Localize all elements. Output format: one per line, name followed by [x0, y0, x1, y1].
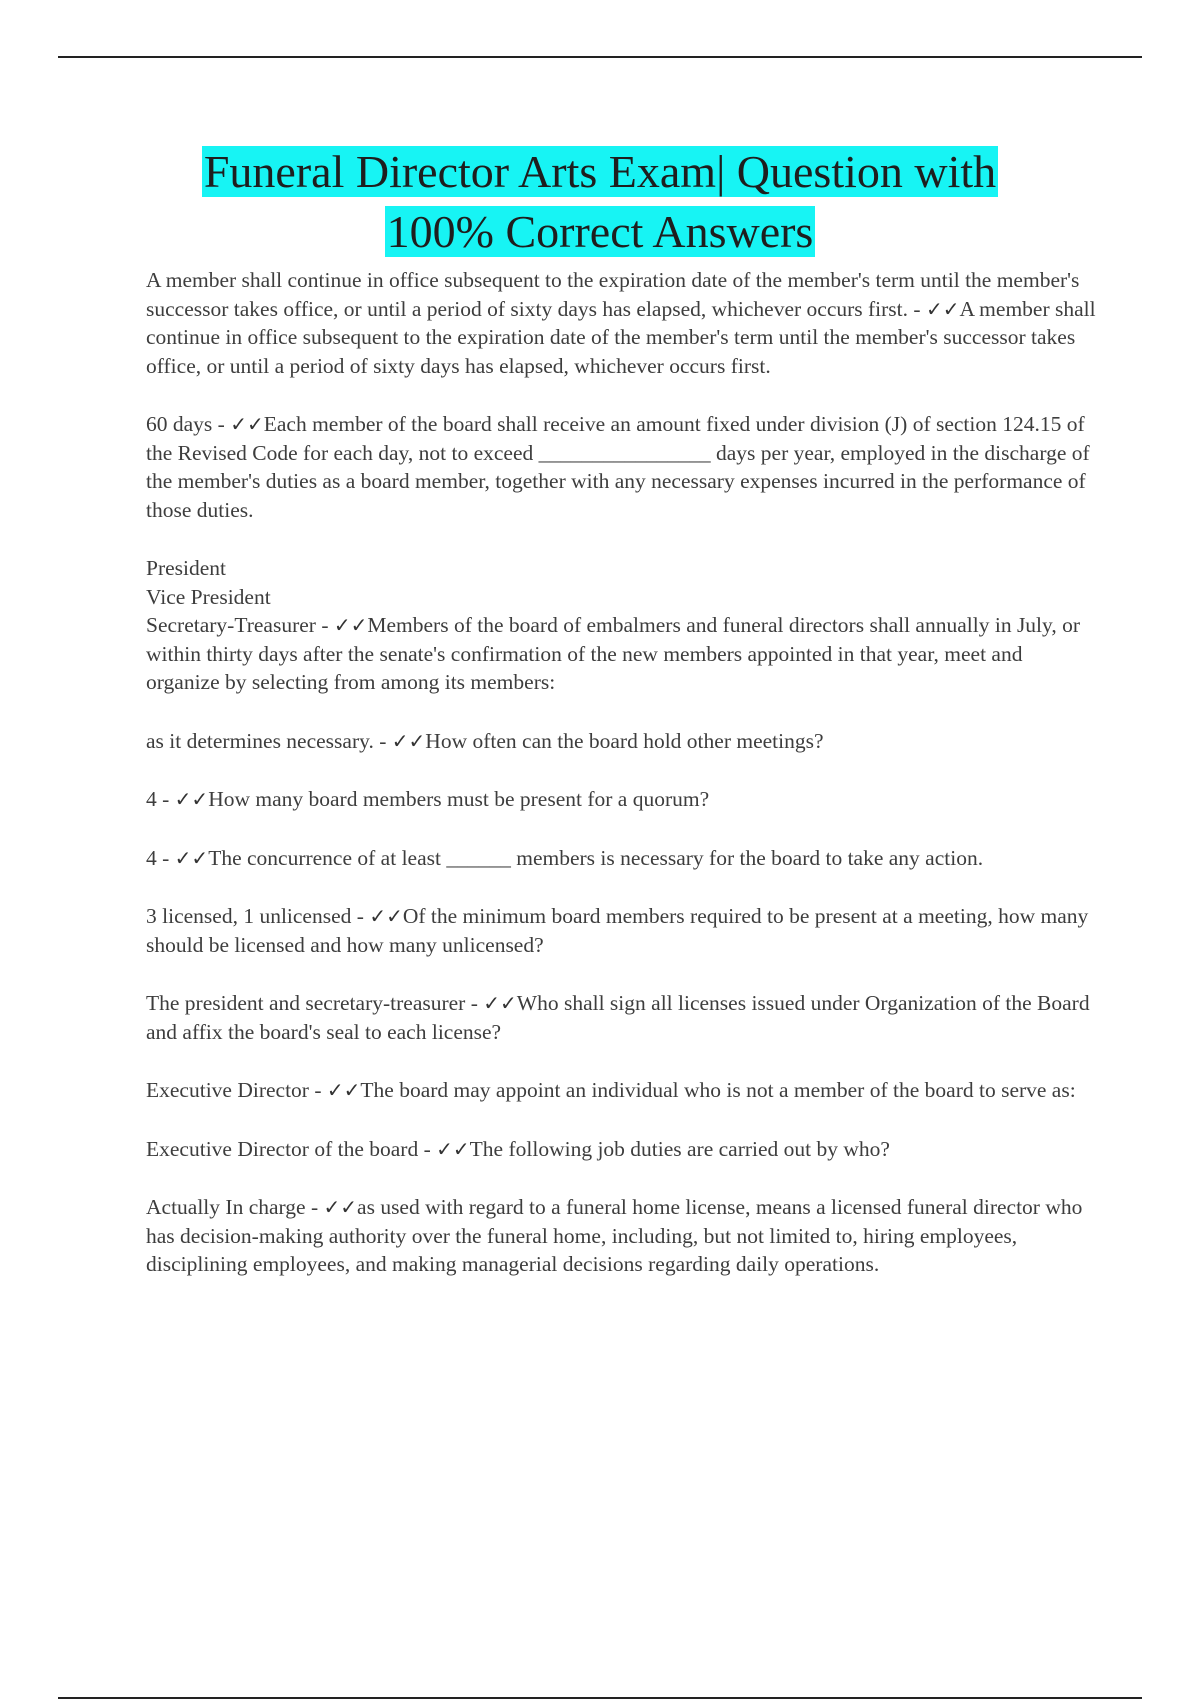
footer-rule: [58, 1697, 1142, 1699]
double-check-icon: ✓✓: [230, 412, 264, 436]
qa-question: Who shall sign all licenses issued under Organization of the Board and affix the board's seal to each license?: [146, 991, 1090, 1044]
qa-question: A member shall continue in office subsequent to the expiration date of the member's term until the member's successor takes office, or until a period of sixty days has elapsed, whichever occurs first.: [146, 296, 1096, 378]
qa-answer: 4: [146, 787, 157, 811]
qa-entry-8: The president and secretary-treasurer - ✓✓Who shall sign all licenses issued under Organization of the Board and affix the board's seal to each license?: [146, 991, 1090, 1044]
qa-answer-line: President: [146, 556, 227, 580]
title-line-2: 100% Correct Answers: [386, 206, 814, 257]
double-check-icon: ✓✓: [483, 991, 517, 1015]
qa-question: Of the minimum board members required to be present at a meeting, how many should be licensed and how many unlicensed?: [146, 904, 1089, 957]
qa-entry-9: Executive Director - ✓✓The board may appoint an individual who is not a member of the board to serve as:: [146, 1078, 1076, 1102]
double-check-icon: ✓✓: [326, 1078, 361, 1102]
qa-answer-line: Vice President: [146, 584, 271, 609]
qa-entry-6: 4 - ✓✓The concurrence of at least ______ members is necessary for the board to take any action.: [146, 845, 984, 870]
qa-question: The board may appoint an individual who is not a member of the board to serve as:: [360, 1078, 1076, 1102]
qa-entry-10: Executive Director of the board - ✓✓The following job duties are carried out by who?: [146, 1136, 890, 1161]
qa-answer: Executive Director of the board: [146, 1136, 419, 1161]
qa-entry-2: 60 days - ✓✓Each member of the board shall receive an amount fixed under division (J) of section 124.15 of the Revised Code for each day, not to exceed ________________ days per year, employed in the discharge of the member's duties as a board member, together with any necessary expenses incurred in the performance of those duties.: [146, 412, 1090, 522]
qa-question: How many board members must be present for a quorum?: [208, 787, 710, 811]
double-check-icon: ✓✓: [369, 904, 403, 928]
qa-answer: The president and secretary-treasurer: [146, 991, 466, 1015]
qa-entry-4: as it determines necessary. - ✓✓How often can the board hold other meetings?: [146, 728, 824, 753]
double-check-icon: ✓✓: [436, 1136, 470, 1161]
qa-entry-7: 3 licensed, 1 unlicensed - ✓✓Of the minimum board members required to be present at a meeting, how many should be licensed and how many unlicensed?: [146, 904, 1089, 957]
qa-entry-5: 4 - ✓✓How many board members must be present for a quorum?: [146, 787, 710, 811]
qa-answer: 4: [146, 845, 157, 870]
double-check-icon: ✓✓: [333, 613, 368, 637]
qa-answer: 3 licensed, 1 unlicensed: [146, 904, 352, 928]
double-check-icon: ✓✓: [323, 1195, 358, 1219]
qa-question: The following job duties are carried out by who?: [469, 1136, 890, 1161]
qa-answer: Secretary-Treasurer: [146, 613, 316, 637]
qa-list: [146, 266, 1096, 1309]
qa-question: How often can the board hold other meetings?: [425, 728, 824, 753]
qa-answer: as it determines necessary.: [146, 728, 374, 753]
qa-answer: 60 days: [146, 412, 213, 436]
double-check-icon: ✓✓: [925, 296, 960, 321]
qa-question: as used with regard to a funeral home license, means a licensed funeral director who has decision-making authority over the funeral home, including, but not limited to, hiring employees, disciplining employees, and making managerial decisions regarding daily operations.: [146, 1195, 1083, 1276]
document-title: [0, 142, 1200, 262]
qa-answer: Actually In charge: [146, 1195, 306, 1219]
qa-question: The concurrence of at least ______ members is necessary for the board to take any action.: [208, 845, 984, 870]
double-check-icon: ✓✓: [391, 728, 426, 753]
qa-question: Members of the board of embalmers and funeral directors shall annually in July, or within thirty days after the senate's confirmation of the new members appointed in that year, meet and organize by selecting from among its members:: [146, 613, 1081, 694]
qa-entry-1: A member shall continue in office subsequent to the expiration date of the member's term until the member's successor takes office, or until a period of sixty days has elapsed, whichever occurs first. - ✓✓A member shall continue in office subsequent to the expiration date of the member's term until the member's successor takes office, or until a period of sixty days has elapsed, whichever occurs first.: [146, 268, 1096, 378]
qa-answer: Executive Director: [146, 1078, 309, 1102]
qa-question: Each member of the board shall receive an amount fixed under division (J) of section 124.15 of the Revised Code for each day, not to exceed ________________ days per year, employed in the discharge of the member's duties as a board member, together with any necessary expenses incurred in the performance of those duties.: [146, 412, 1090, 522]
double-check-icon: ✓✓: [174, 845, 209, 870]
qa-answer: A member shall continue in office subsequent to the expiration date of the member's term until the member's successor takes office, or until a period of sixty days has elapsed, whichever occurs first.: [146, 268, 1080, 321]
qa-entry-3: President Vice President Secretary-Treasurer - ✓✓Members of the board of embalmers and funeral directors shall annually in July, or within thirty days after the senate's confirmation of the new members appointed in that year, meet and organize by selecting from among its members:: [146, 554, 1096, 697]
double-check-icon: ✓✓: [174, 787, 209, 811]
header-rule: [58, 56, 1142, 58]
qa-entry-11: Actually In charge - ✓✓as used with regard to a funeral home license, means a licensed funeral director who has decision-making authority over the funeral home, including, but not limited to, hiring employees, disciplining employees, and making managerial decisions regarding daily operations.: [146, 1195, 1083, 1276]
title-line-1: Funeral Director Arts Exam| Question with: [203, 146, 997, 197]
